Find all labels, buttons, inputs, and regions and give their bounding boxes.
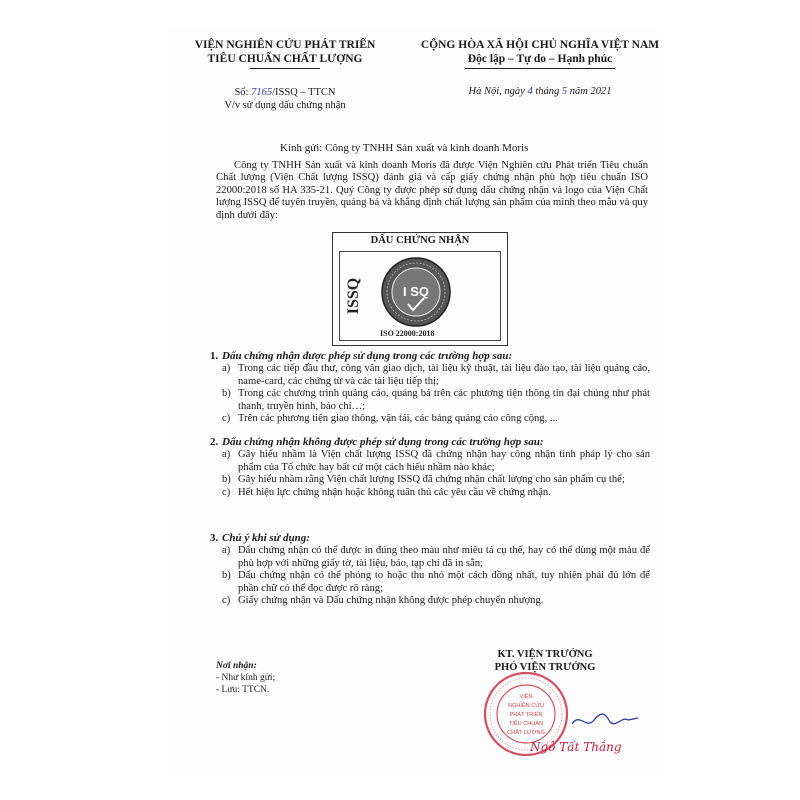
issq-seal-text: I SQ: [402, 284, 430, 299]
certification-mark-title: DẤU CHỨNG NHẬN: [370, 235, 470, 246]
recipient-item: - Như kính gửi;: [216, 673, 276, 683]
doc-no-suffix: /ISSQ – TTCN: [272, 87, 336, 98]
list-item: b) Trong các chương trình quảng cáo, quảng bá trên các phương tiện thông tin đại chúng như phát thanh, truyền hình, báo chí…;: [222, 388, 650, 412]
list-item: c) Hết hiệu lực chứng nhận hoặc không tuân thủ các yêu cầu về chứng nhận.: [222, 486, 551, 498]
seal-text-line: PHÁT TRIỂN: [509, 712, 543, 718]
list-item: a) Dấu chứng nhận có thể được in đúng theo màu như miêu tả cụ thể, hay có thể dùng một màu để phù hợp với những giấy tờ, tài liệu, báo, tạp chí đã in sẵn;: [222, 545, 650, 569]
seal-text-line: CHẤT LƯỢNG: [507, 730, 545, 736]
org-underline: [250, 68, 320, 69]
issq-vertical-text: ISSQ: [345, 277, 362, 315]
date-day: 4: [527, 86, 533, 97]
certification-mark: [339, 251, 501, 341]
signer-name: Ngô Tất Thắng: [530, 740, 622, 754]
document-number: [170, 86, 400, 112]
date-prefix: Hà Nội, ngày: [468, 86, 528, 97]
intro-paragraph: [216, 160, 648, 222]
section-1: [210, 350, 650, 425]
document-page: [170, 28, 660, 776]
recipients-title: Nơi nhận:: [216, 661, 257, 671]
section-title: Chú ý khi sử dụng:: [222, 532, 310, 544]
signature-line1: KT. VIỆN TRƯỞNG: [497, 649, 593, 660]
doc-subject: V/v sử dụng dấu chứng nhận: [224, 100, 346, 111]
date-month: 5: [561, 86, 568, 97]
doc-no-prefix: Số:: [234, 87, 252, 98]
date-year: năm 2021: [567, 86, 612, 97]
section-title: Dấu chứng nhận không được phép sử dụng trong các trường hợp sau:: [222, 436, 544, 448]
nation-name: CỘNG HÒA XÃ HỘI CHỦ NGHĨA VIỆT NAM: [420, 39, 660, 51]
recipient-item: - Lưu: TTCN.: [216, 685, 270, 695]
nation-motto: Độc lập – Tự do – Hạnh phúc: [467, 53, 613, 65]
doc-no-handwritten: 7165: [251, 87, 273, 98]
recipients-block: [216, 660, 275, 696]
list-item: c) Trên các phương tiện giao thông, vận tải, các bảng quảng cáo công cộng, ...: [222, 413, 558, 425]
list-item: a) Trong các tiếp đầu thư, công văn giao dịch, tài liệu kỹ thuật, tài liệu đào tạo, tài liệu quảng cáo, name-card, các chứng từ và các tài liệu tiếp thị;: [222, 363, 650, 387]
section-number: 3.: [210, 532, 219, 544]
section-title: Dấu chứng nhận được phép sử dụng trong các trường hợp sau:: [222, 350, 513, 362]
document-date: [420, 86, 660, 97]
handwritten-signature: [570, 708, 640, 732]
iso-standard-label: ISO 22000:2018: [380, 329, 435, 338]
org-header: [170, 38, 400, 69]
nation-underline: [465, 68, 615, 69]
list-item: b) Gây hiểu nhầm rằng Viện chất lượng ISSQ đã chứng nhận chất lượng cho sản phẩm cụ thể;: [222, 474, 625, 486]
section-2: [210, 436, 650, 499]
seal-text-line: NGHIÊN CỨU: [507, 703, 545, 709]
list-item: b) Dấu chứng nhận có thể phóng to hoặc thu nhỏ một cách đồng nhất, tuy nhiên phải đủ lớn để phần chữ có thể đọc được rõ ràng;: [222, 570, 650, 594]
certification-mark-box: [332, 232, 508, 346]
list-item: a) Gây hiểu nhầm là Viện chất lượng ISSQ đã chứng nhận hay công nhận tình pháp lý cho sản phẩm của Tổ chức hay bất cứ một cách hiểu nhầm nào khác;: [222, 449, 650, 473]
section-number: 2.: [210, 436, 219, 448]
seal-text-line: VIỆN: [519, 694, 533, 700]
seal-text-line: TIÊU CHUẨN: [508, 721, 544, 727]
org-name-line2: TIÊU CHUẨN CHẤT LƯỢNG: [207, 53, 363, 65]
intro-text: Công ty TNHH Sản xuất và kinh doanh Moris đã được Viện Nghiên cứu Phát triển Tiêu chuẩn Chất lượng (Viện Chất lượng ISSQ) đánh giá và cấp giấy chứng nhận phù hợp tiêu chuẩn ISO 22000:2018 số HA 335-21. Quý Công ty được phép sử dụng dấu chứng nhận và logo của Viện Chất lượng ISSQ để tuyên truyền, quảng bá và khẳng định chất lượng sản phẩm của mình theo mẫu và quy định dưới đây:: [216, 160, 648, 221]
date-mid: tháng: [532, 86, 562, 97]
nation-header: [420, 38, 660, 69]
recipient-line: Kính gửi: Công ty TNHH Sản xuất và kinh doanh Moris: [280, 142, 529, 154]
list-item: c) Giấy chứng nhận và Dấu chứng nhận không được phép chuyển nhượng.: [222, 595, 544, 607]
signature-line2: PHÓ VIỆN TRƯỞNG: [494, 662, 596, 673]
issq-vertical-logo: [344, 256, 362, 336]
section-3: [210, 532, 650, 607]
section-number: 1.: [210, 350, 219, 362]
org-name-line1: VIỆN NGHIÊN CỨU PHÁT TRIỂN: [194, 39, 376, 51]
issq-seal-icon: [376, 254, 456, 330]
